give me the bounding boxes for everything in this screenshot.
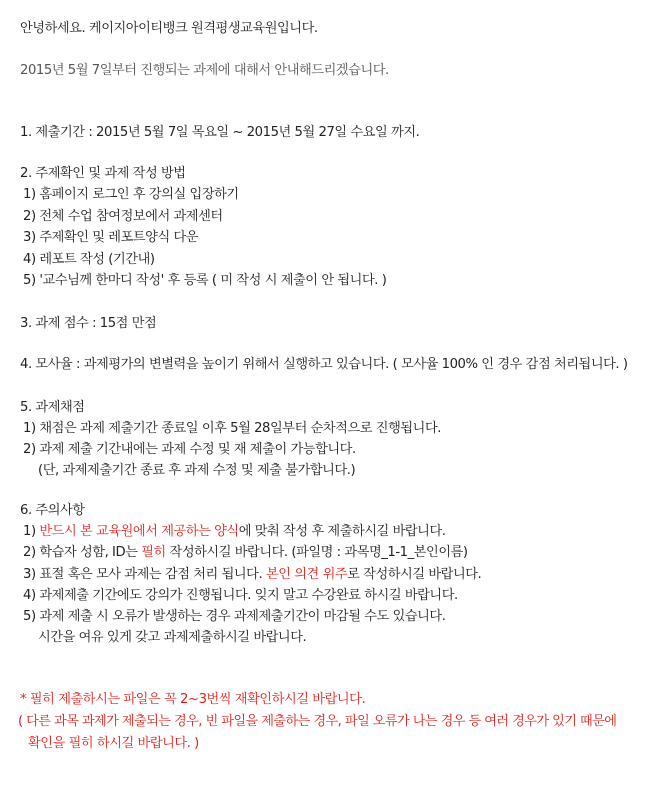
note-prefix: 3) 표절 혹은 모사 과제는 감점 처리 됩니다. xyxy=(23,567,266,582)
note-prefix: 1) xyxy=(23,524,40,539)
note-highlight: 반드시 본 교육원에서 제공하는 양식 xyxy=(39,524,239,539)
method-step: 2) 전체 수업 참여정보에서 과제센터 xyxy=(23,209,223,224)
note-item-5: 5) 과제 제출 시 오류가 발생하는 경우 과제제출기간이 마감될 수도 있습니다. xyxy=(23,609,446,624)
note-item-1 xyxy=(23,524,446,540)
note-highlight: 필히 xyxy=(141,545,166,560)
warning-line: 확인을 필히 하시길 바랍니다. ) xyxy=(28,736,199,751)
warning-line: ( 다른 과목 과제가 제출되는 경우, 빈 파일을 제출하는 경우, 파일 오류가 나는 경우 등 여러 경우가 있기 때문에 xyxy=(18,714,617,729)
grading-item: (단, 과제제출기간 종료 후 과제 수정 및 제출 불가합니다.) xyxy=(38,463,356,478)
method-step: 3) 주제확인 및 레포트양식 다운 xyxy=(23,230,199,245)
note-prefix: 2) 학습자 성함, ID는 xyxy=(23,545,142,560)
notes-heading: 6. 주의사항 xyxy=(20,503,85,518)
method-step: 5) '교수님께 한마디 작성' 후 등록 ( 미 작성 시 제출이 안 됩니다. ) xyxy=(23,273,387,288)
period-text: 1. 제출기간 : 2015년 5월 7일 목요일 ~ 2015년 5월 27일 수요일 까지. xyxy=(20,125,420,140)
note-item-2 xyxy=(23,545,468,561)
grading-heading: 5. 과제채점 xyxy=(20,400,85,415)
note-item-4: 4) 과제제출 기간에도 강의가 진행됩니다. 잊지 말고 수강완료 하시길 바랍니다. xyxy=(23,588,458,603)
note-item-3 xyxy=(23,567,481,583)
score-text: 3. 과제 점수 : 15점 만점 xyxy=(20,316,157,331)
intro-text: 2015년 5월 7일부터 진행되는 과제에 대해서 안내해드리겠습니다. xyxy=(20,63,389,78)
grading-item: 2) 과제 제출 기간내에는 과제 수정 및 재 제출이 가능합니다. xyxy=(23,442,356,457)
note-suffix: 에 맞춰 작성 후 제출하시길 바랍니다. xyxy=(238,524,446,539)
warning-line: * 필히 제출하시는 파일은 꼭 2~3번씩 재확인하시길 바랍니다. xyxy=(20,692,366,707)
note-highlight: 본인 의견 위주 xyxy=(265,567,348,582)
note-suffix: 로 작성하시길 바랍니다. xyxy=(347,567,482,582)
method-step: 1) 홈페이지 로그인 후 강의실 입장하기 xyxy=(23,187,239,202)
method-heading: 2. 주제확인 및 과제 작성 방법 xyxy=(20,166,186,181)
grading-item: 1) 채점은 과제 제출기간 종료일 이후 5월 28일부터 순차적으로 진행됩니다. xyxy=(23,421,441,436)
note-suffix: 작성하시길 바랍니다. (파일명 : 과목명_1-1_본인이름) xyxy=(165,545,468,560)
method-step: 4) 레포트 작성 (기간내) xyxy=(23,252,155,267)
similarity-text: 4. 모사율 : 과제평가의 변별력을 높이기 위해서 실행하고 있습니다. ( 모사율 100% 인 경우 감점 처리됩니다. ) xyxy=(20,357,628,372)
greeting-text: 안녕하세요. 케이지아이티뱅크 원격평생교육원입니다. xyxy=(20,21,318,36)
note-item-5-continued: 시간을 여유 있게 갖고 과제제출하시길 바랍니다. xyxy=(38,630,307,645)
